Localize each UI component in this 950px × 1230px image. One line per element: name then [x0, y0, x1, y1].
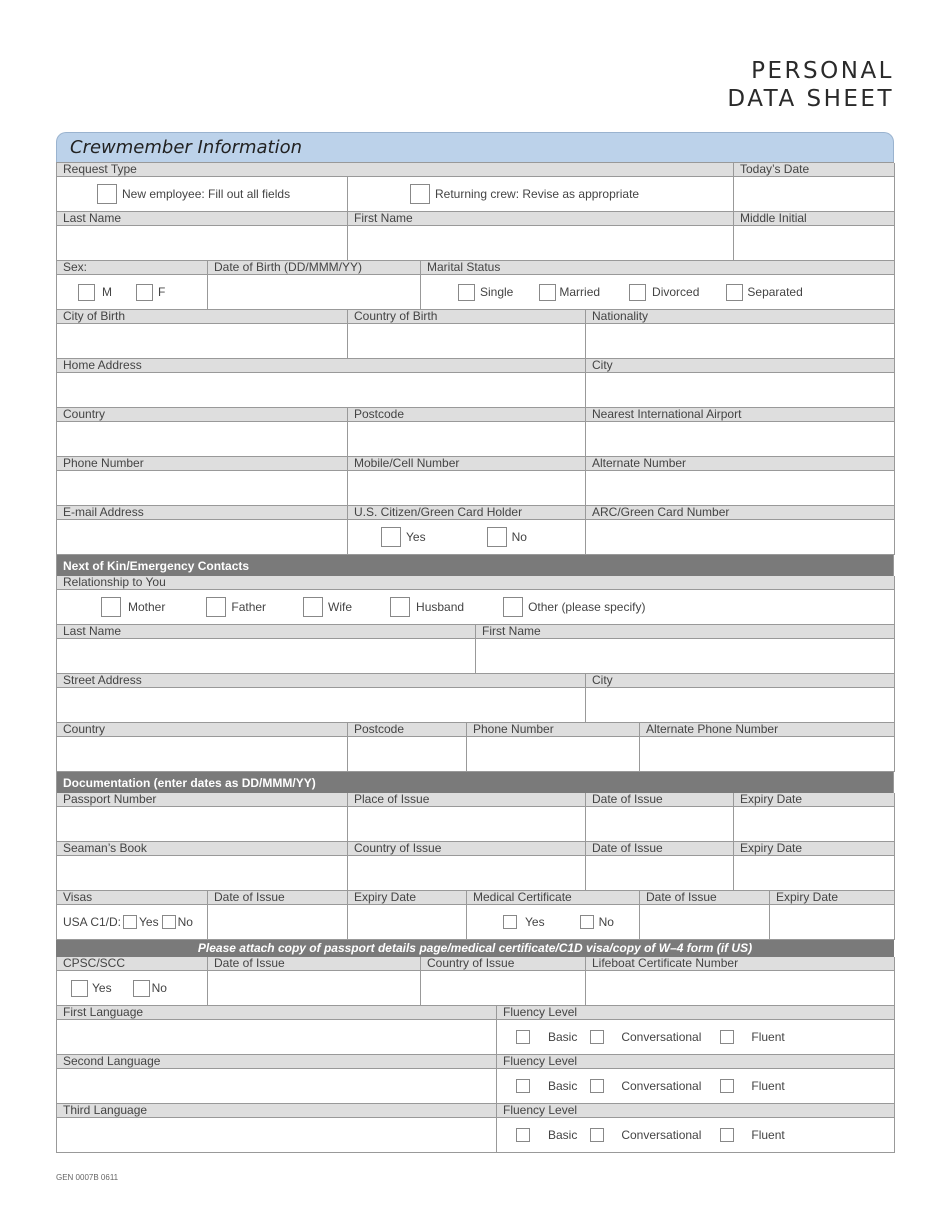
first-conversational-checkbox[interactable] — [590, 1030, 604, 1044]
title-line-2: DATA SHEET — [727, 86, 894, 112]
third-basic-label: Basic — [548, 1128, 578, 1142]
third-conversational-label: Conversational — [621, 1128, 702, 1142]
passport-expiry-input[interactable] — [734, 807, 895, 842]
medical-issue-date-input[interactable] — [640, 905, 770, 940]
first-name-label: First Name — [348, 212, 734, 226]
form-code: GEN 0007B 0611 — [56, 1173, 119, 1182]
country-label: Country — [57, 408, 348, 422]
seamans-book-input[interactable] — [57, 856, 348, 891]
single-label: Single — [480, 285, 514, 299]
seamans-book-block — [56, 842, 894, 891]
passport-expiry-label: Expiry Date — [734, 793, 895, 807]
medical-yes-label: Yes — [525, 915, 545, 929]
city-of-birth-input[interactable] — [57, 324, 348, 359]
visa-cell — [57, 905, 208, 940]
kin-phone-label: Phone Number — [467, 723, 640, 737]
second-conversational-label: Conversational — [621, 1079, 702, 1093]
usa-c1d-label: USA C1/D: — [63, 915, 122, 929]
crewmember-section-header: Crewmember Information — [56, 132, 894, 162]
second-fluency-label: Fluency Level — [497, 1055, 895, 1069]
second-fluent-label: Fluent — [751, 1079, 785, 1093]
book-issue-date-label: Date of Issue — [586, 842, 734, 856]
book-expiry-input[interactable] — [734, 856, 895, 891]
third-fluency-label: Fluency Level — [497, 1104, 895, 1118]
marital-status-label: Marital Status — [421, 261, 895, 275]
sex-m-label: M — [102, 285, 112, 299]
book-country-input[interactable] — [348, 856, 586, 891]
passport-place-input[interactable] — [348, 807, 586, 842]
third-conversational-checkbox[interactable] — [590, 1128, 604, 1142]
separated-checkbox[interactable] — [726, 284, 743, 301]
marital-status-cell — [421, 275, 895, 310]
citizen-no-checkbox[interactable] — [487, 527, 507, 547]
father-label: Father — [231, 600, 267, 614]
third-basic-checkbox[interactable] — [516, 1128, 530, 1142]
citizen-yes-checkbox[interactable] — [381, 527, 401, 547]
visas-label: Visas — [57, 891, 208, 905]
attach-note: Please attach copy of passport details page/medical certificate/C1D visa/copy of W–4 form (if US) — [56, 940, 894, 957]
third-fluent-label: Fluent — [751, 1128, 785, 1142]
cpsc-no-label: No — [151, 981, 167, 995]
name-block — [56, 212, 894, 261]
second-fluent-checkbox[interactable] — [720, 1079, 734, 1093]
returning-crew-cell — [348, 177, 734, 212]
visa-yes-label: Yes — [139, 915, 159, 929]
cpsc-label: CPSC/SCC — [57, 957, 208, 971]
first-fluent-label: Fluent — [751, 1030, 785, 1044]
cpsc-issue-date-label: Date of Issue — [208, 957, 421, 971]
separated-label: Separated — [747, 285, 803, 299]
city-input[interactable] — [586, 373, 895, 408]
relationship-label: Relationship to You — [57, 576, 895, 590]
medical-yes-checkbox[interactable] — [503, 915, 517, 929]
medical-issue-date-label: Date of Issue — [640, 891, 770, 905]
arc-number-label: ARC/Green Card Number — [586, 506, 895, 520]
last-name-label: Last Name — [57, 212, 348, 226]
passport-label: Passport Number — [57, 793, 348, 807]
passport-block — [56, 793, 894, 842]
mother-label: Mother — [128, 600, 166, 614]
title-line-1: PERSONAL — [751, 58, 894, 84]
country-block — [56, 408, 894, 457]
country-of-birth-input[interactable] — [348, 324, 586, 359]
last-name-input[interactable] — [57, 226, 348, 261]
first-language-input[interactable] — [57, 1020, 497, 1055]
first-name-input[interactable] — [348, 226, 734, 261]
first-basic-label: Basic — [548, 1030, 578, 1044]
request-type-block — [56, 162, 894, 212]
middle-initial-label: Middle Initial — [734, 212, 895, 226]
kin-contact-block — [56, 723, 894, 772]
seamans-book-label: Seaman’s Book — [57, 842, 348, 856]
divorced-label: Divorced — [652, 285, 700, 299]
cpsc-country-input[interactable] — [421, 971, 586, 1006]
kin-city-label: City — [586, 674, 895, 688]
married-checkbox[interactable] — [539, 284, 556, 301]
first-fluency-label: Fluency Level — [497, 1006, 895, 1020]
cpsc-country-label: Country of Issue — [421, 957, 586, 971]
kin-street-label: Street Address — [57, 674, 586, 688]
book-expiry-label: Expiry Date — [734, 842, 895, 856]
medical-no-label: No — [598, 915, 614, 929]
city-label: City — [586, 359, 895, 373]
third-language-label: Third Language — [57, 1104, 497, 1118]
us-citizen-label: U.S. Citizen/Green Card Holder — [348, 506, 586, 520]
cpsc-yes-label: Yes — [92, 981, 112, 995]
father-checkbox[interactable] — [206, 597, 226, 617]
kin-country-label: Country — [57, 723, 348, 737]
first-conversational-label: Conversational — [621, 1030, 702, 1044]
kin-postcode-input[interactable] — [348, 737, 467, 772]
email-citizen-block — [56, 506, 894, 555]
visa-no-checkbox[interactable] — [162, 915, 176, 929]
kin-alt-phone-input[interactable] — [640, 737, 895, 772]
alternate-number-label: Alternate Number — [586, 457, 895, 471]
us-citizen-cell — [348, 520, 586, 555]
nationality-label: Nationality — [586, 310, 895, 324]
birth-place-block — [56, 310, 894, 359]
third-fluency-cell — [497, 1118, 895, 1153]
third-fluent-checkbox[interactable] — [720, 1128, 734, 1142]
kin-last-name-label: Last Name — [57, 625, 476, 639]
dob-label: Date of Birth (DD/MMM/YY) — [208, 261, 421, 275]
visa-issue-date-label: Date of Issue — [208, 891, 348, 905]
sex-label: Sex: — [57, 261, 208, 275]
kin-postcode-label: Postcode — [348, 723, 467, 737]
second-language-label: Second Language — [57, 1055, 497, 1069]
dob-input[interactable] — [208, 275, 421, 310]
cpsc-block — [56, 957, 894, 1006]
city-of-birth-label: City of Birth — [57, 310, 348, 324]
first-language-label: First Language — [57, 1006, 497, 1020]
cpsc-no-checkbox[interactable] — [133, 980, 150, 997]
nationality-input[interactable] — [586, 324, 895, 359]
arc-number-input[interactable] — [586, 520, 895, 555]
phone-block — [56, 457, 894, 506]
phone-input[interactable] — [57, 471, 348, 506]
mobile-input[interactable] — [348, 471, 586, 506]
first-language-block — [56, 1006, 894, 1055]
medical-expiry-label: Expiry Date — [770, 891, 895, 905]
relationship-block — [56, 576, 894, 625]
second-fluency-cell — [497, 1069, 895, 1104]
visa-expiry-label: Expiry Date — [348, 891, 467, 905]
divorced-checkbox[interactable] — [629, 284, 646, 301]
new-employee-label: New employee: Fill out all fields — [122, 187, 291, 201]
lifeboat-input[interactable] — [586, 971, 895, 1006]
husband-label: Husband — [416, 600, 465, 614]
mother-checkbox[interactable] — [101, 597, 121, 617]
second-language-block — [56, 1055, 894, 1104]
wife-label: Wife — [328, 600, 353, 614]
kin-phone-input[interactable] — [467, 737, 640, 772]
second-basic-label: Basic — [548, 1079, 578, 1093]
wife-checkbox[interactable] — [303, 597, 323, 617]
third-language-input[interactable] — [57, 1118, 497, 1153]
sex-f-label: F — [158, 285, 166, 299]
first-fluent-checkbox[interactable] — [720, 1030, 734, 1044]
page-title — [727, 57, 894, 113]
country-of-birth-label: Country of Birth — [348, 310, 586, 324]
request-type-label: Request Type — [57, 163, 734, 177]
first-fluency-cell — [497, 1020, 895, 1055]
visa-no-label: No — [177, 915, 193, 929]
first-basic-checkbox[interactable] — [516, 1030, 530, 1044]
next-of-kin-header: Next of Kin/Emergency Contacts — [56, 555, 894, 576]
third-language-block — [56, 1104, 894, 1153]
todays-date-label: Today’s Date — [734, 163, 895, 177]
single-checkbox[interactable] — [458, 284, 475, 301]
kin-first-name-label: First Name — [476, 625, 895, 639]
kin-alt-phone-label: Alternate Phone Number — [640, 723, 895, 737]
postcode-label: Postcode — [348, 408, 586, 422]
todays-date-input[interactable] — [734, 177, 895, 212]
visa-medical-block — [56, 891, 894, 940]
kin-first-name-input[interactable] — [476, 639, 895, 674]
husband-checkbox[interactable] — [390, 597, 410, 617]
country-input[interactable] — [57, 422, 348, 457]
kin-name-block — [56, 625, 894, 674]
sex-f-checkbox[interactable] — [136, 284, 153, 301]
second-conversational-checkbox[interactable] — [590, 1079, 604, 1093]
kin-address-block — [56, 674, 894, 723]
cpsc-issue-date-input[interactable] — [208, 971, 421, 1006]
phone-label: Phone Number — [57, 457, 348, 471]
visa-expiry-input[interactable] — [348, 905, 467, 940]
personal-data-form — [56, 132, 894, 1153]
home-address-label: Home Address — [57, 359, 586, 373]
postcode-input[interactable] — [348, 422, 586, 457]
nearest-airport-input[interactable] — [586, 422, 895, 457]
passport-issue-date-input[interactable] — [586, 807, 734, 842]
sex-m-checkbox[interactable] — [78, 284, 95, 301]
email-input[interactable] — [57, 520, 348, 555]
citizen-yes-label: Yes — [406, 530, 426, 544]
relationship-cell — [57, 590, 895, 625]
second-basic-checkbox[interactable] — [516, 1079, 530, 1093]
married-label: Married — [559, 285, 601, 299]
kin-street-input[interactable] — [57, 688, 586, 723]
alternate-number-input[interactable] — [586, 471, 895, 506]
returning-crew-checkbox[interactable] — [410, 184, 430, 204]
passport-place-label: Place of Issue — [348, 793, 586, 807]
new-employee-checkbox[interactable] — [97, 184, 117, 204]
sex-dob-marital-block — [56, 261, 894, 310]
book-issue-date-input[interactable] — [586, 856, 734, 891]
passport-issue-date-label: Date of Issue — [586, 793, 734, 807]
medical-expiry-input[interactable] — [770, 905, 895, 940]
kin-city-input[interactable] — [586, 688, 895, 723]
sex-cell — [57, 275, 208, 310]
other-label: Other (please specify) — [528, 600, 646, 614]
lifeboat-label: Lifeboat Certificate Number — [586, 957, 895, 971]
documentation-header: Documentation (enter dates as DD/MMM/YY) — [56, 772, 894, 793]
home-address-block — [56, 359, 894, 408]
visa-yes-checkbox[interactable] — [123, 915, 137, 929]
cpsc-yes-checkbox[interactable] — [71, 980, 88, 997]
book-country-label: Country of Issue — [348, 842, 586, 856]
other-checkbox[interactable] — [503, 597, 523, 617]
cpsc-cell — [57, 971, 208, 1006]
nearest-airport-label: Nearest International Airport — [586, 408, 895, 422]
visa-issue-date-input[interactable] — [208, 905, 348, 940]
medical-cert-cell — [467, 905, 640, 940]
kin-last-name-input[interactable] — [57, 639, 476, 674]
passport-input[interactable] — [57, 807, 348, 842]
mobile-label: Mobile/Cell Number — [348, 457, 586, 471]
citizen-no-label: No — [511, 530, 527, 544]
kin-country-input[interactable] — [57, 737, 348, 772]
new-employee-cell — [57, 177, 348, 212]
medical-no-checkbox[interactable] — [580, 915, 594, 929]
middle-initial-input[interactable] — [734, 226, 895, 261]
returning-crew-label: Returning crew: Revise as appropriate — [435, 187, 640, 201]
email-label: E-mail Address — [57, 506, 348, 520]
home-address-input[interactable] — [57, 373, 586, 408]
second-language-input[interactable] — [57, 1069, 497, 1104]
medical-cert-label: Medical Certificate — [467, 891, 640, 905]
